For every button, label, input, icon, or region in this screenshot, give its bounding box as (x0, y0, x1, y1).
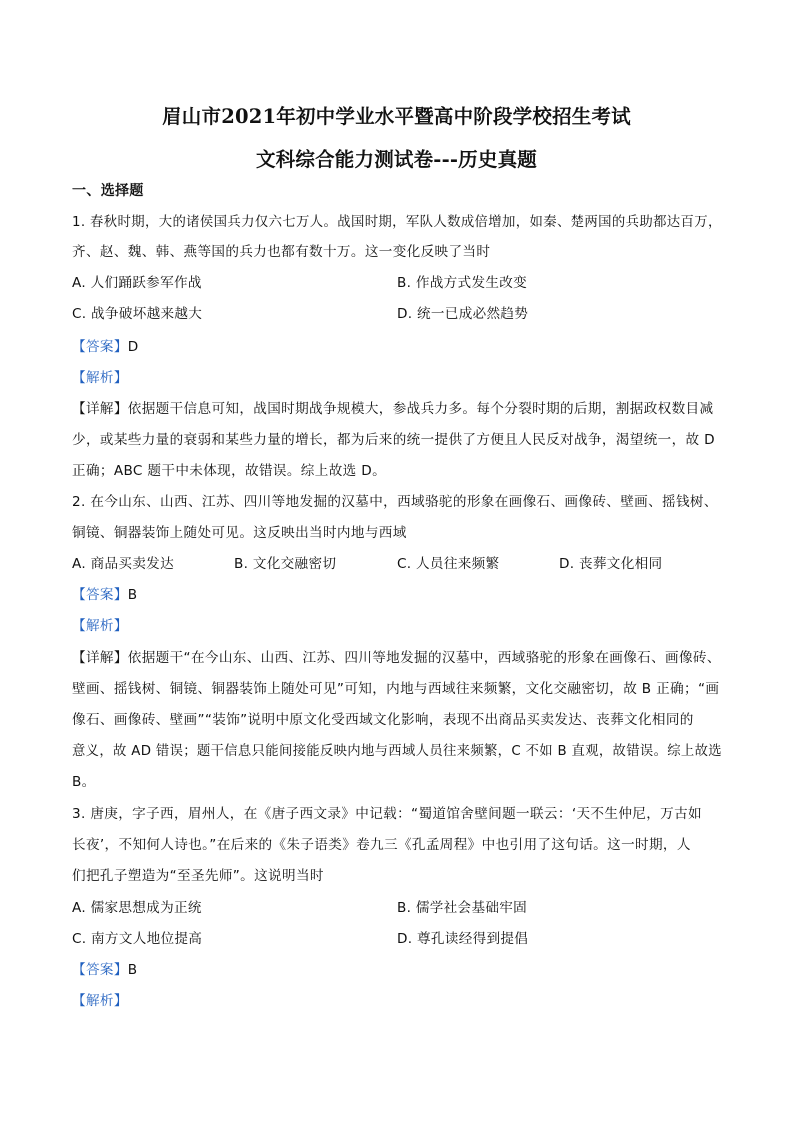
q2-detail-line-4: 意义，故 AD 错误；题干信息只能间接能反映内地与西域人员往来频繁，C 不如 B 直观，故错误。综上故选 (72, 743, 722, 759)
q3-analysis-tag: 【解析】 (72, 993, 128, 1009)
q2-option-a: A. 商品买卖发达 (72, 556, 174, 572)
q3-option-b: B. 儒学社会基础牢固 (397, 900, 528, 916)
q2-answer-value: B (127, 587, 138, 603)
q3-answer-value: B (127, 962, 138, 978)
q2-detail-text-1: 依据题干“在今山东、山西、江苏、四川等地发掘的汉墓中，西域骆驼的形象在画像石、画像砖、 (127, 650, 721, 666)
q1-analysis-tag: 【解析】 (72, 370, 128, 386)
q1-detail-line-3: 正确；ABC 题干中未体现，故错误。综上故选 D。 (72, 463, 387, 479)
q2-detail-line-3: 像石、画像砖、壁画”“装饰”说明中原文化受西域文化影响，表现不出商品买卖发达、丧葬文化相同的 (72, 712, 694, 728)
q2-stem-line-1: 2. 在今山东、山西、江苏、四川等地发掘的汉墓中，西域骆驼的形象在画像石、画像砖、壁画、摇钱树、 (72, 494, 718, 510)
q2-option-b: B. 文化交融密切 (234, 556, 337, 572)
q2-detail-line-5: B。 (72, 774, 96, 790)
answer-tag: 【答案】 (72, 339, 128, 355)
q2-detail-line-1 (72, 648, 722, 668)
q1-option-b: B. 作战方式发生改变 (397, 275, 528, 291)
q3-option-a: A. 儒家思想成为正统 (72, 900, 202, 916)
detail-tag: 【详解】 (72, 650, 128, 666)
detail-tag: 【详解】 (72, 401, 128, 417)
q1-option-d: D. 统一已成必然趋势 (397, 306, 529, 322)
q3-option-d: D. 尊孔读经得到提倡 (397, 931, 529, 947)
q2-analysis-tag: 【解析】 (72, 618, 128, 634)
q1-detail-line-1 (72, 399, 722, 419)
q1-stem-line-2: 齐、赵、魏、韩、燕等国的兵力也都有数十万。这一变化反映了当时 (72, 244, 491, 260)
q2-option-d: D. 丧葬文化相同 (559, 556, 663, 572)
exam-title: 眉山市2021年初中学业水平暨高中阶段学校招生考试 (162, 105, 631, 128)
q1-answer (72, 337, 722, 357)
answer-tag: 【答案】 (72, 962, 128, 978)
q1-option-c: C. 战争破坏越来越大 (72, 306, 203, 322)
q2-option-c: C. 人员往来频繁 (397, 556, 500, 572)
q1-answer-value: D (127, 339, 139, 355)
q1-detail-line-2: 少，或某些力量的衰弱和某些力量的增长，都为后来的统一提供了方便且人民反对战争，渴望统一，故 D (72, 432, 715, 448)
q2-stem-line-2: 铜镜、铜器装饰上随处可见。这反映出当时内地与西域 (72, 525, 407, 541)
q3-stem-line-1: 3. 唐庚，字子西，眉州人，在《唐子西文录》中记载：“蜀道馆舍壁间题一联云：‘天不生仲尼，万古如 (72, 806, 702, 822)
q3-option-c: C. 南方文人地位提高 (72, 931, 203, 947)
answer-tag: 【答案】 (72, 587, 128, 603)
q1-detail-text-1: 依据题干信息可知，战国时期战争规模大，参战兵力多。每个分裂时期的后期，割据政权数目减 (127, 401, 714, 417)
q2-detail-line-2: 壁画、摇钱树、铜镜、铜器装饰上随处可见”可知，内地与西域往来频繁，文化交融密切，故 B 正确；“画 (72, 681, 720, 697)
q1-option-a: A. 人们踊跃参军作战 (72, 275, 202, 291)
section-heading: 一、选择题 (72, 183, 144, 199)
q3-stem-line-3: 们把孔子塑造为“至圣先师”。这说明当时 (72, 868, 324, 884)
q3-stem-line-2: 长夜’，不知何人诗也。”在后来的《朱子语类》卷九三《孔孟周程》中也引用了这句话。这一时期，人 (72, 837, 691, 853)
exam-subtitle: 文科综合能力测试卷---历史真题 (256, 148, 537, 171)
q3-answer (72, 960, 722, 980)
q1-stem-line-1: 1. 春秋时期，大的诸侯国兵力仅六七万人。战国时期，军队人数成倍增加，如秦、楚两国的兵助都达百万， (72, 214, 722, 230)
q2-answer (72, 585, 722, 605)
